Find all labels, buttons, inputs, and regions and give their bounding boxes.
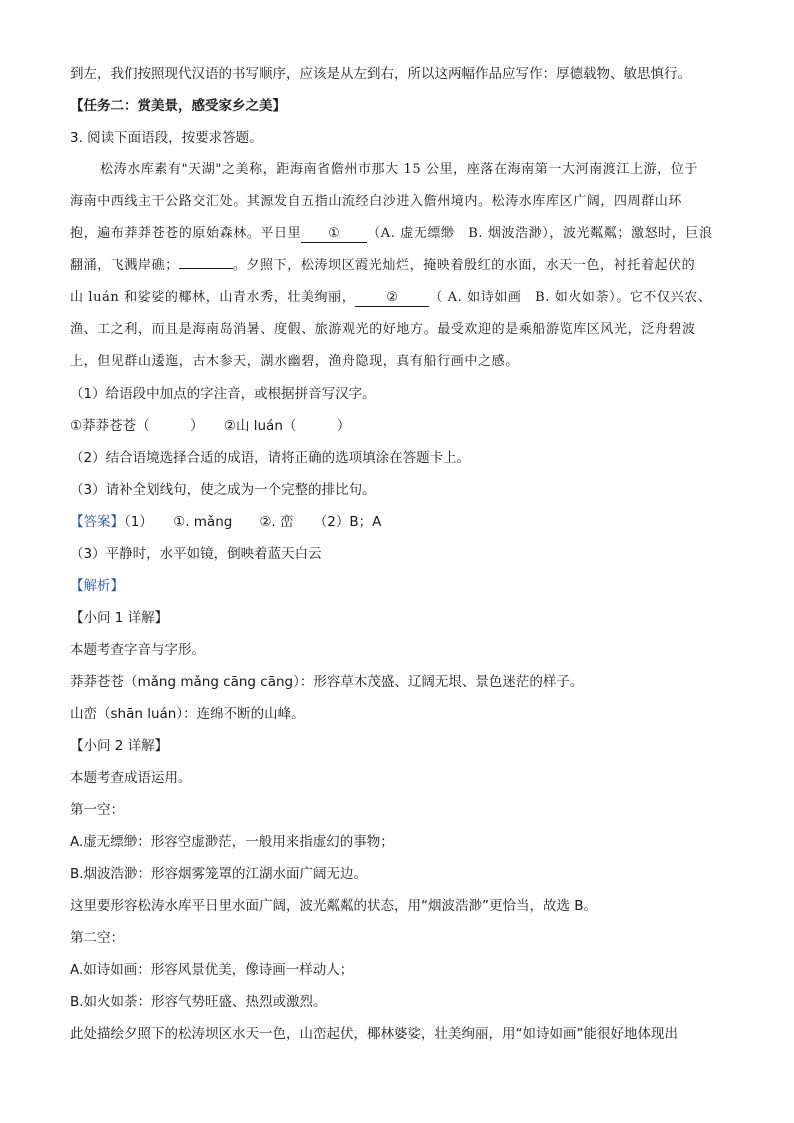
explanation-line: A.如诗如画：形容风景优美，像诗画一样动人； [70, 962, 354, 978]
answer-label: 【答案】 [70, 514, 124, 530]
explanation-line: 第一空： [70, 802, 124, 818]
passage-line [70, 256, 730, 276]
passage-text: 山 luán 和娑娑的椰林，山青水秀，壮美绚丽， [70, 290, 356, 305]
sub-question-3: （3）请补全划线句，使之成为一个完整的排比句。 [70, 482, 376, 498]
passage-text: 。夕照下，松涛坝区霞光灿烂，掩映着殷红的水面，水天一色，衬托着起伏的 [232, 258, 696, 273]
passage-line [70, 224, 730, 244]
explanation-line: 这里要形容松涛水库平日里水面广阔，波光粼粼的状态，用“烟波浩渺”更恰当，故选 B。 [70, 898, 598, 914]
explanation-line: 莽莽苍苍（mǎng mǎng cāng cāng）：形容草木茂盛、辽阔无垠、景色迷茫的样子。 [70, 674, 584, 690]
answer-line [70, 512, 730, 532]
sub-question-2: （2）结合语境选择合适的成语，请将正确的选项填涂在答题卡上。 [70, 450, 471, 466]
explanation-line: B.如火如荼：形容气势旺盛、热烈或激烈。 [70, 994, 327, 1010]
passage-line: 松涛水库素有"天湖"之美称，距海南省儋州市那大 15 公里，座落在海南第一大河南渡江上游，位于 [100, 162, 698, 177]
explanation-line: B.烟波浩渺：形容烟雾笼罩的江湖水面广阔无边。 [70, 866, 368, 882]
section-heading: 【小问 2 详解】 [70, 738, 169, 754]
explanation-line: 本题考查成语运用。 [70, 770, 192, 786]
sub-question-1-items: ①莽莽苍苍（ ） ②山 luán（ ） [70, 418, 351, 434]
explanation-line: A.虚无缥缈：形容空虚渺茫，一般用来指虚幻的事物； [70, 834, 394, 850]
passage-line [70, 288, 730, 308]
analysis-label: 【解析】 [70, 578, 124, 594]
passage-text: （A. 虚无缥缈 B. 烟波浩渺），波光粼粼；激怒时，巨浪 [367, 226, 713, 241]
intro-text: 到左，我们按照现代汉语的书写顺序，应该是从左到右，所以这两幅作品应写作：厚德载物、敏思慎行。 [70, 66, 691, 82]
section-heading: 【小问 1 详解】 [70, 610, 169, 626]
passage-text: （ A. 如诗如画 B. 如火如荼）。它不仅兴农、 [429, 290, 712, 305]
explanation-line: 本题考查字音与字形。 [70, 642, 205, 658]
explanation-line: 第二空： [70, 930, 124, 946]
passage-line: 上，但见群山逶迤，古木参天，湖水幽碧，渔舟隐现，真有船行画中之感。 [70, 354, 519, 369]
passage-text: 翻涌，飞溅岸礁； [70, 258, 179, 273]
question-title: 3. 阅读下面语段，按要求答题。 [70, 130, 263, 146]
answer-line-3: （3）平静时，水平如镜，倒映着蓝天白云 [70, 546, 322, 562]
answer-text: （1） ①. mǎng ②. 峦 （2）B；A [124, 514, 382, 530]
blank-2: ② [355, 290, 429, 307]
blank-underlined-sentence [179, 268, 233, 269]
passage-line: 渔、工之利，而且是海南岛消暑、度假、旅游观光的好地方。最受欢迎的是乘船游览库区风光，泛舟碧波 [70, 322, 696, 337]
passage-line: 海南中西线主干公路交汇处。其源发自五指山流经白沙进入儋州境内。松涛水库库区广阔，四周群山环 [70, 194, 683, 209]
passage-text: 抱，遍布莽莽苍苍的原始森林。平日里 [70, 226, 302, 241]
task-heading: 【任务二：赏美景，感受家乡之美】 [70, 98, 286, 114]
explanation-line: 此处描绘夕照下的松涛坝区水天一色，山峦起伏，椰林婆娑，壮美绚丽，用“如诗如画”能很好地体现出 [70, 1026, 678, 1042]
sub-question-1: （1）给语段中加点的字注音，或根据拼音写汉字。 [70, 386, 376, 402]
explanation-line: 山峦（shān luán）：连绵不断的山峰。 [70, 706, 305, 722]
blank-1: ① [301, 226, 367, 243]
